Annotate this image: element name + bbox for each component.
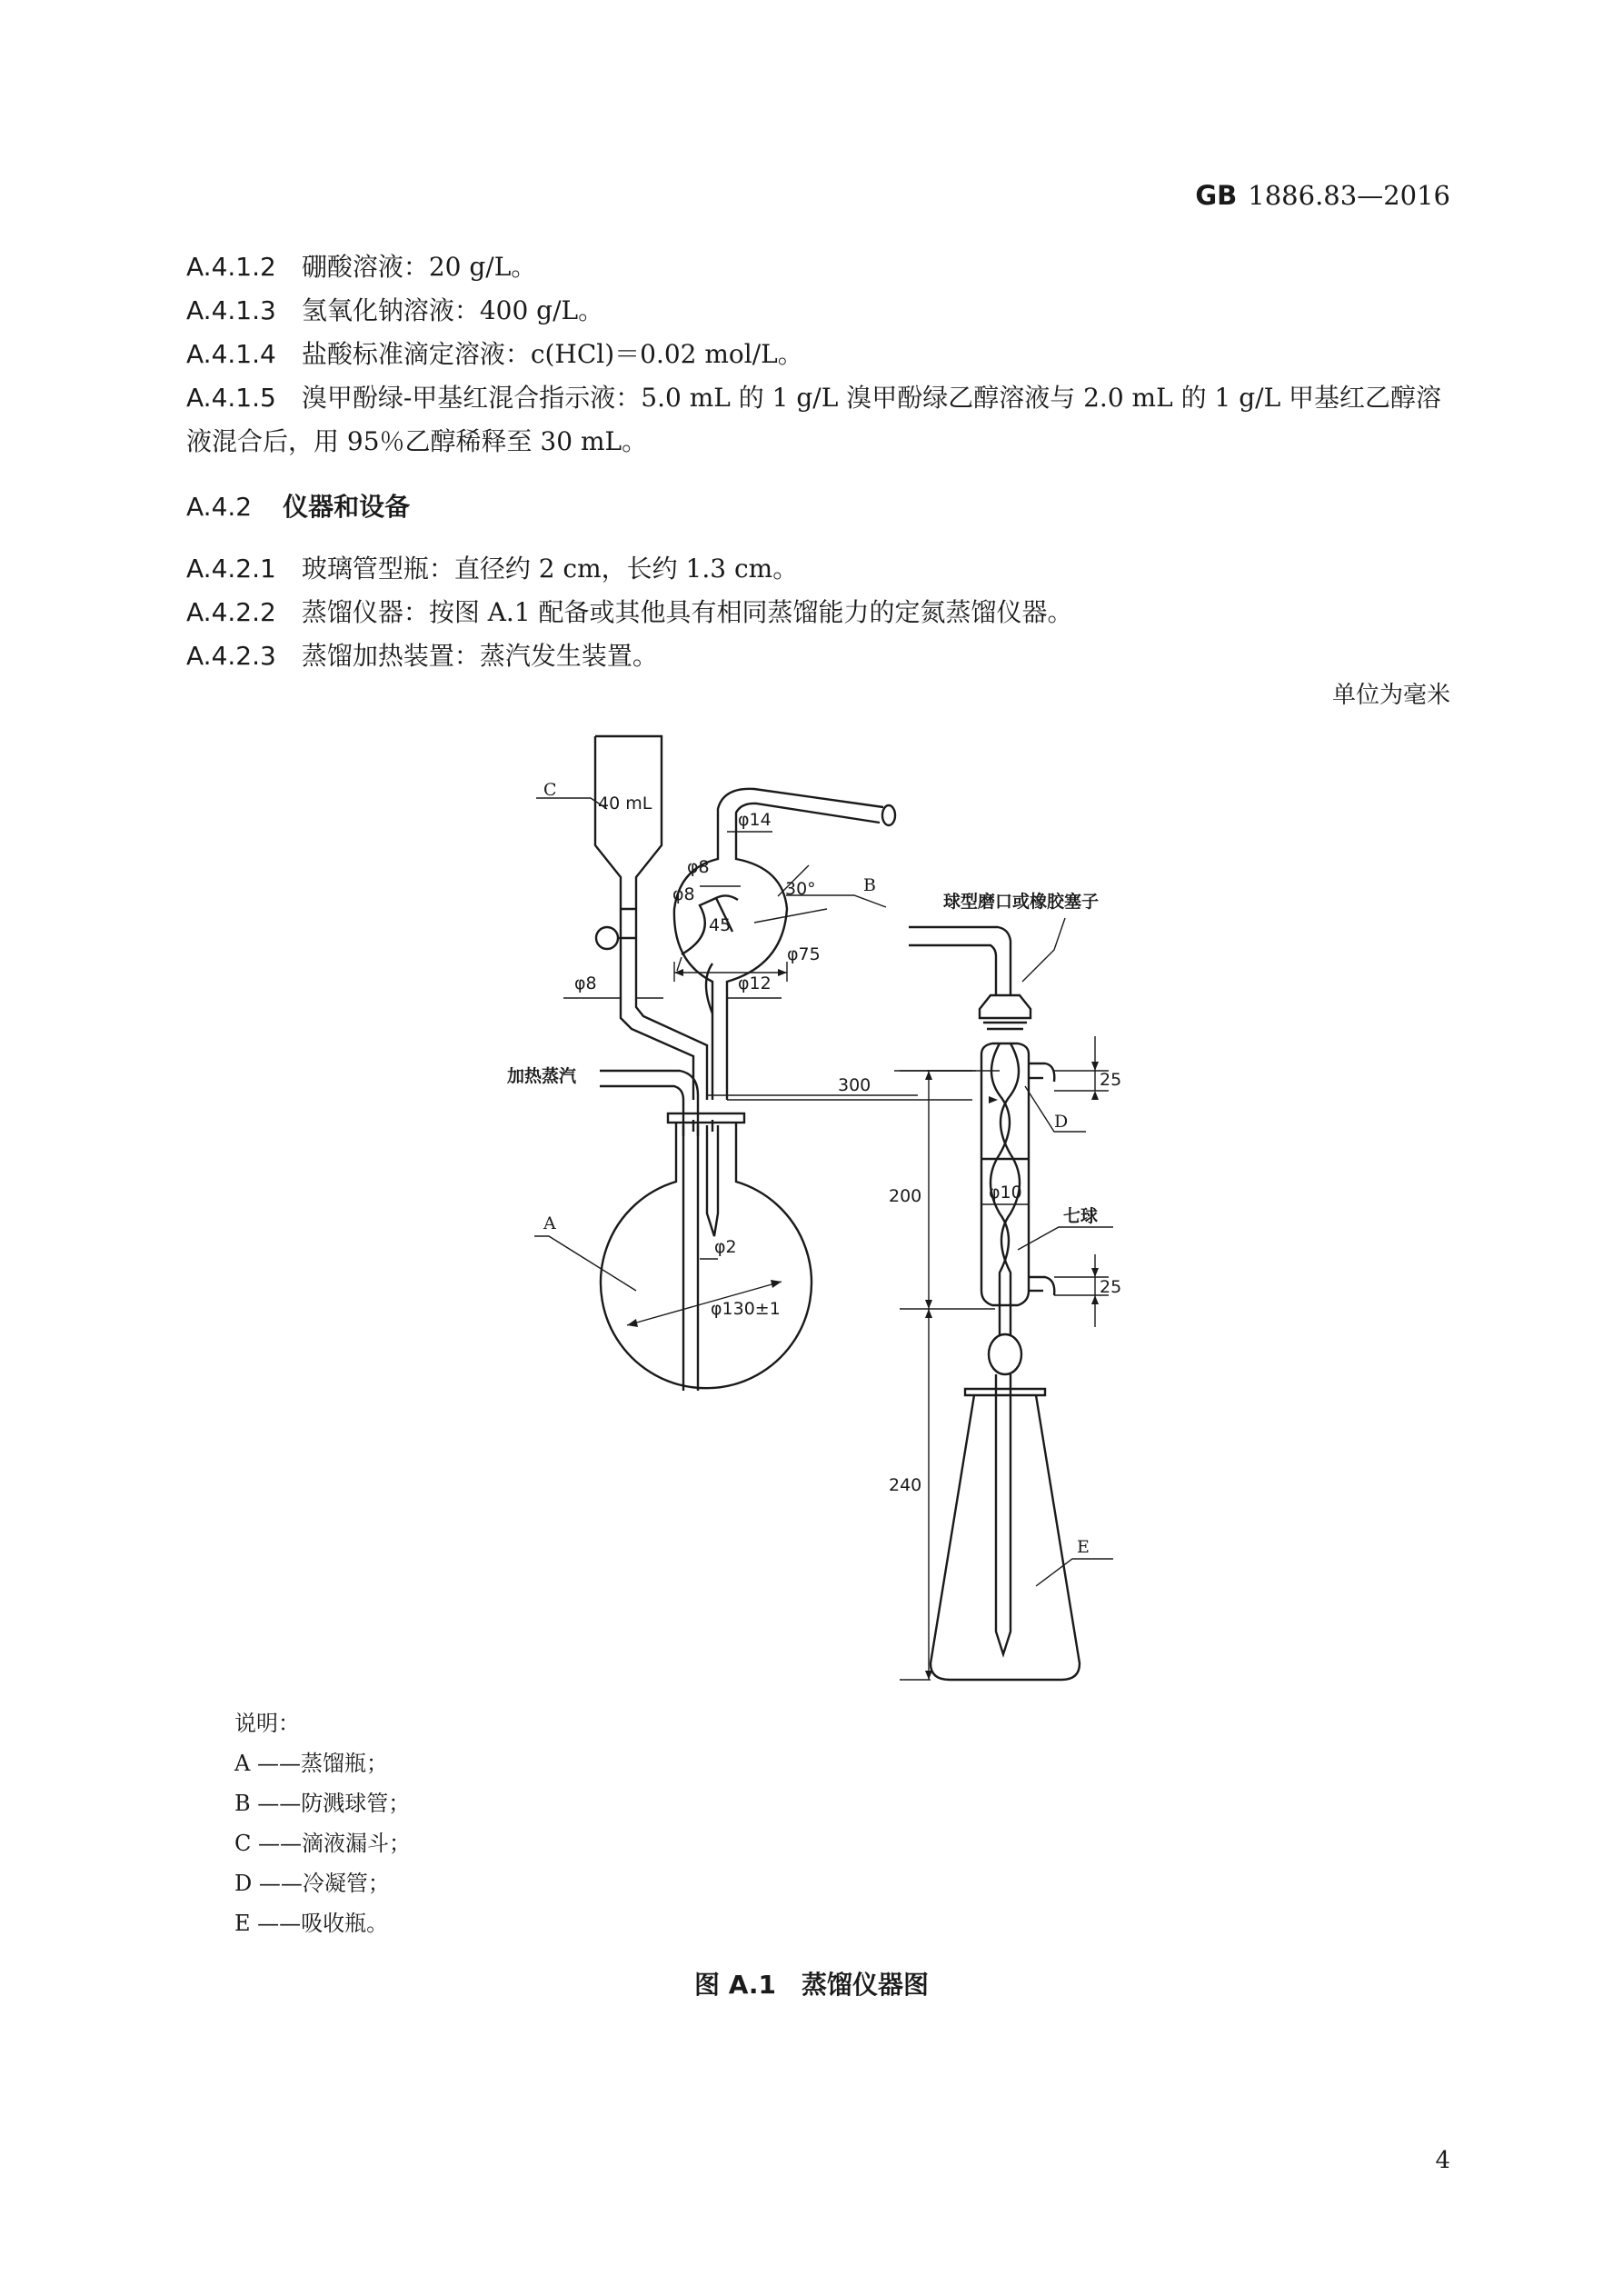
dim-25-bottom: 25 — [1100, 1277, 1122, 1297]
label-d: D — [1054, 1112, 1069, 1132]
clause-number: A.4.2.1 — [186, 554, 276, 584]
dim-phi10: φ10 — [989, 1183, 1022, 1203]
leader-a — [534, 1236, 636, 1291]
dim-phi12: φ12 — [738, 973, 772, 993]
clause-text: 硼酸溶液：20 g/L。 — [301, 252, 537, 282]
label-funnel-volume: 40 mL — [598, 794, 652, 814]
dim-phi8-side: φ8 — [672, 884, 695, 904]
leader-e — [1036, 1559, 1113, 1586]
label-a: A — [543, 1213, 556, 1233]
dim-phi14: φ14 — [738, 810, 772, 830]
clause-text: 溴甲酚绿-甲基红混合指示液：5.0 mL 的 1 g/L 溴甲酚绿乙醇溶液与 2.0 mL 的 1 g/L 甲基红乙醇溶液混合后，用 95％乙醇稀释至 30 mL。 — [186, 383, 1442, 456]
dim-25-top: 25 — [1100, 1070, 1122, 1090]
distilling-flask — [601, 1113, 812, 1391]
standard-prefix: GB — [1195, 180, 1238, 211]
clause-text: 氢氧化钠溶液：400 g/L。 — [301, 295, 604, 325]
dim-phi8-left: φ8 — [574, 973, 597, 993]
clause-number: A.4.1.5 — [186, 383, 276, 413]
section-title: 仪器和设备 — [283, 492, 411, 522]
dropping-funnel — [595, 736, 707, 1100]
dim-phi130: φ130±1 — [711, 1299, 781, 1319]
legend-item: C ——滴液漏斗； — [234, 1831, 411, 1856]
legend-item: E ——吸收瓶。 — [234, 1911, 389, 1936]
clause-number: A.4.1.3 — [186, 295, 276, 325]
legend-item: B ——防溅球管； — [234, 1791, 411, 1816]
dim-240: 240 — [889, 1475, 922, 1495]
absorption-flask — [931, 1334, 1080, 1680]
clause-text: 玻璃管型瓶：直径约 2 cm，长约 1.3 cm。 — [301, 554, 799, 584]
label-c: C — [543, 780, 557, 800]
label-seven-bulb: 七球 — [1063, 1206, 1099, 1226]
dim-angle-30: 30° — [785, 879, 816, 899]
leader-stopper — [1022, 918, 1065, 982]
dim-phi8-top: φ8 — [687, 857, 710, 877]
condenser — [909, 927, 1054, 1336]
dim-200: 200 — [889, 1186, 922, 1206]
clause-number: A.4.2.2 — [186, 597, 276, 627]
unit-note: 单位为毫米 — [1331, 682, 1450, 709]
label-e: E — [1077, 1537, 1090, 1557]
clause-text: 蒸馏加热装置：蒸汽发生装置。 — [301, 641, 658, 671]
clause-number: A.4.2.3 — [186, 641, 276, 671]
section-number: A.4.2 — [186, 492, 253, 522]
clause-number: A.4.1.2 — [186, 252, 276, 282]
clause-text: 盐酸标准滴定溶液：c(HCl)＝0.02 mol/L。 — [301, 339, 803, 369]
clause-number: A.4.1.4 — [186, 339, 276, 369]
dim-len-45: 45 — [709, 915, 732, 935]
label-stopper: 球型磨口或橡胶塞子 — [943, 892, 1100, 912]
label-b: B — [863, 875, 876, 895]
legend-title: 说明： — [234, 1711, 300, 1736]
standard-number: 1886.83—2016 — [1248, 180, 1450, 211]
legend-item: D ——冷凝管； — [234, 1871, 390, 1896]
legend-item: A ——蒸馏瓶； — [234, 1751, 388, 1776]
dim-phi2: φ2 — [714, 1237, 737, 1257]
clause-text: 蒸馏仪器：按图 A.1 配备或其他具有相同蒸馏能力的定氮蒸馏仪器。 — [301, 597, 1073, 627]
figure-caption: 图 A.1 蒸馏仪器图 — [693, 1970, 930, 2000]
page-number: 4 — [1435, 2147, 1450, 2174]
dim-300: 300 — [838, 1075, 871, 1095]
label-steam-in: 加热蒸汽 — [507, 1066, 577, 1086]
dim-phi75: φ75 — [787, 944, 821, 964]
